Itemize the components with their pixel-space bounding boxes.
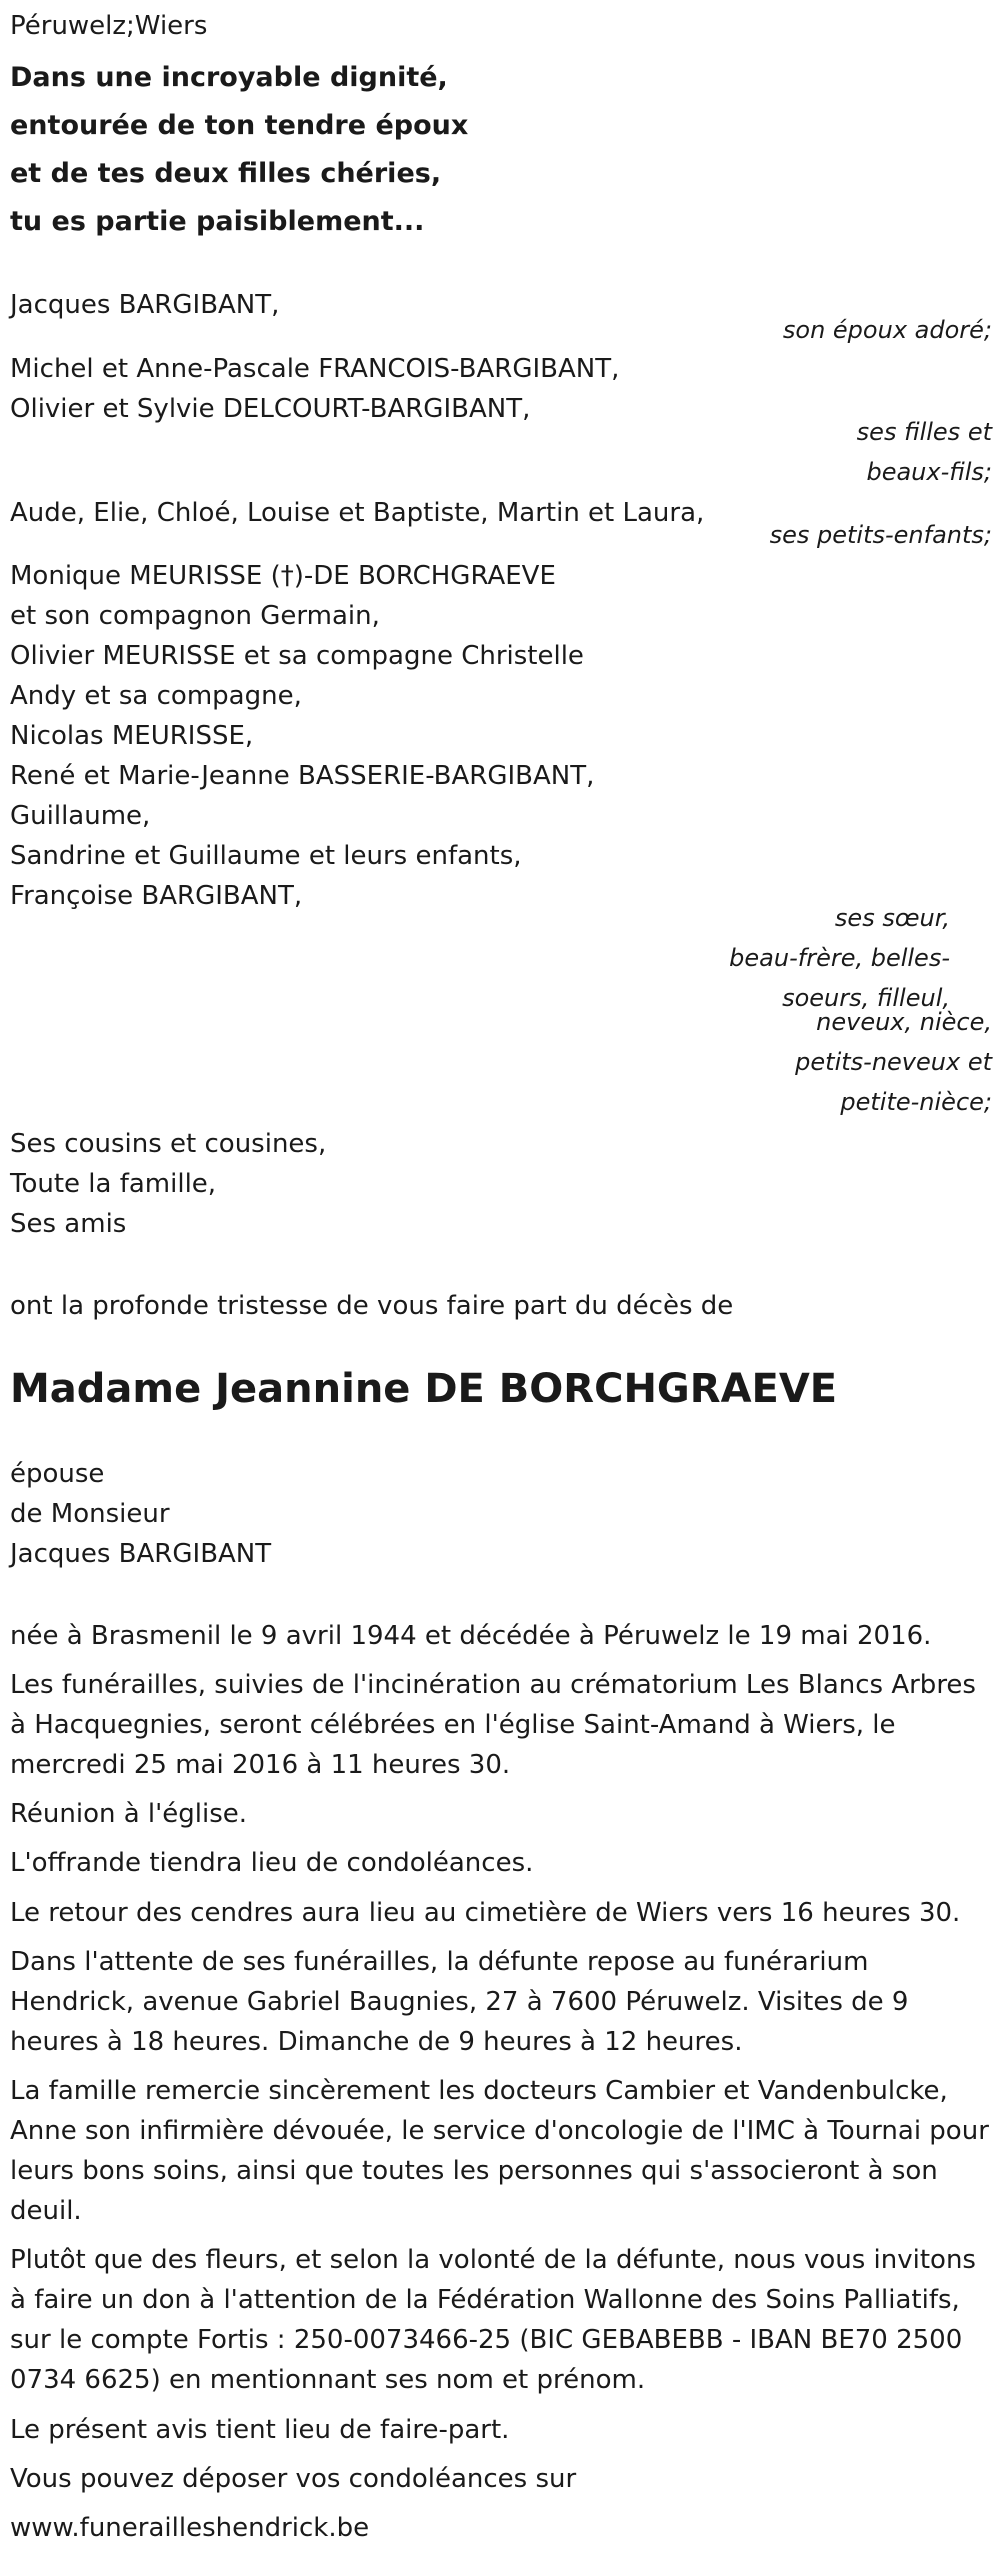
deceased-spouse (10, 1454, 271, 1574)
other-relatives (10, 1124, 326, 1244)
relatives-relation-b (795, 1002, 992, 1122)
relation-line: beau-frère, belles- (729, 944, 950, 972)
relation-line: ses sœur, (834, 904, 950, 932)
spouse-line: de Monsieur (10, 1499, 170, 1529)
donation-paragraph: Plutôt que des fleurs, et selon la volonté de la défunte, nous vous invitons à faire un don à l'attention de la Fédération Wallonne des Soins Palliatifs, sur le compte Fortis : 250-0073466-25 (BIC GEBABEBB - IBAN BE70 2500 0734 6625) en mentionnant ses nom et prénom. (10, 2245, 976, 2395)
meeting-paragraph: Réunion à l'église. (10, 1799, 248, 1829)
poem (10, 54, 468, 246)
announcement: ont la profonde tristesse de vous faire part du décès de (10, 1291, 734, 1321)
spouse-name: Jacques BARGIBANT, (10, 290, 280, 320)
poem-line: entourée de ton tendre époux (10, 110, 469, 141)
relation-line: petite-nièce; (840, 1088, 992, 1116)
family-line: Nicolas MEURISSE, (10, 721, 254, 751)
relation-line: petits-neveux et (795, 1048, 992, 1076)
family-line: Andy et sa compagne, (10, 681, 302, 711)
relatives-names (10, 556, 594, 916)
family-line: Guillaume, (10, 801, 151, 831)
family-line: Monique MEURISSE (†)-DE BORCHGRAEVE (10, 561, 556, 591)
family-line: Ses amis (10, 1209, 127, 1239)
family-line: Michel et Anne-Pascale FRANCOIS-BARGIBANT, (10, 354, 620, 384)
family-line: et son compagnon Germain, (10, 601, 380, 631)
offering-paragraph: L'offrande tiendra lieu de condoléances. (10, 1848, 534, 1878)
spouse-line: épouse (10, 1459, 105, 1489)
family-line: Françoise BARGIBANT, (10, 881, 303, 911)
grandchildren-relation: ses petits-enfants; (769, 521, 992, 549)
birth-death-paragraph: née à Brasmenil le 9 avril 1944 et décédée à Péruwelz le 19 mai 2016. (10, 1621, 932, 1651)
deceased-name: Madame Jeannine DE BORCHGRAEVE (10, 1366, 838, 1412)
relation-line: beaux-fils; (866, 458, 992, 486)
website-link[interactable]: www.funerailleshendrick.be (10, 2513, 370, 2543)
relatives-relation-a (729, 898, 950, 1018)
daughters-relation (857, 412, 992, 492)
ashes-paragraph: Le retour des cendres aura lieu au cimetière de Wiers vers 16 heures 30. (10, 1898, 961, 1928)
thanks-paragraph: La famille remercie sincèrement les docteurs Cambier et Vandenbulcke, Anne son infirmière dévouée, le service d'oncologie de l'IMC à Tournai pour leurs bons soins, ainsi que toutes les personnes qui s'associeront à son deuil. (10, 2076, 989, 2226)
family-line: René et Marie-Jeanne BASSERIE-BARGIBANT, (10, 761, 595, 791)
spouse-relation: son époux adoré; (782, 316, 992, 344)
poem-line: tu es partie paisiblement... (10, 206, 425, 237)
family-line: Sandrine et Guillaume et leurs enfants, (10, 841, 522, 871)
condolences-paragraph: Vous pouvez déposer vos condoléances sur (10, 2464, 577, 2494)
relation-line: neveux, nièce, (816, 1008, 992, 1036)
relation-line: ses filles et (856, 418, 992, 446)
spouse-line: Jacques BARGIBANT (10, 1539, 272, 1569)
family-line: Toute la famille, (10, 1169, 217, 1199)
notice-paragraph: Le présent avis tient lieu de faire-part. (10, 2415, 510, 2445)
grandchildren-names: Aude, Elie, Chloé, Louise et Baptiste, Martin et Laura, (10, 498, 705, 528)
poem-line: Dans une incroyable dignité, (10, 62, 448, 93)
location-line: Péruwelz;Wiers (10, 11, 208, 41)
family-line: Olivier et Sylvie DELCOURT-BARGIBANT, (10, 394, 531, 424)
daughters-names (10, 349, 619, 429)
family-line: Ses cousins et cousines, (10, 1129, 327, 1159)
poem-line: et de tes deux filles chéries, (10, 158, 442, 189)
relation-line: soeurs, filleul, (782, 984, 950, 1012)
funeral-paragraph: Les funérailles, suivies de l'incinération au crématorium Les Blancs Arbres à Hacquegnies, seront célébrées en l'église Saint-Amand à Wiers, le mercredi 25 mai 2016 à 11 heures 30. (10, 1670, 976, 1780)
visitation-paragraph: Dans l'attente de ses funérailles, la défunte repose au funérarium Hendrick, avenue Gabriel Baugnies, 27 à 7600 Péruwelz. Visites de 9 heures à 18 heures. Dimanche de 9 heures à 12 heures. (10, 1947, 909, 2057)
family-line: Olivier MEURISSE et sa compagne Christelle (10, 641, 584, 671)
